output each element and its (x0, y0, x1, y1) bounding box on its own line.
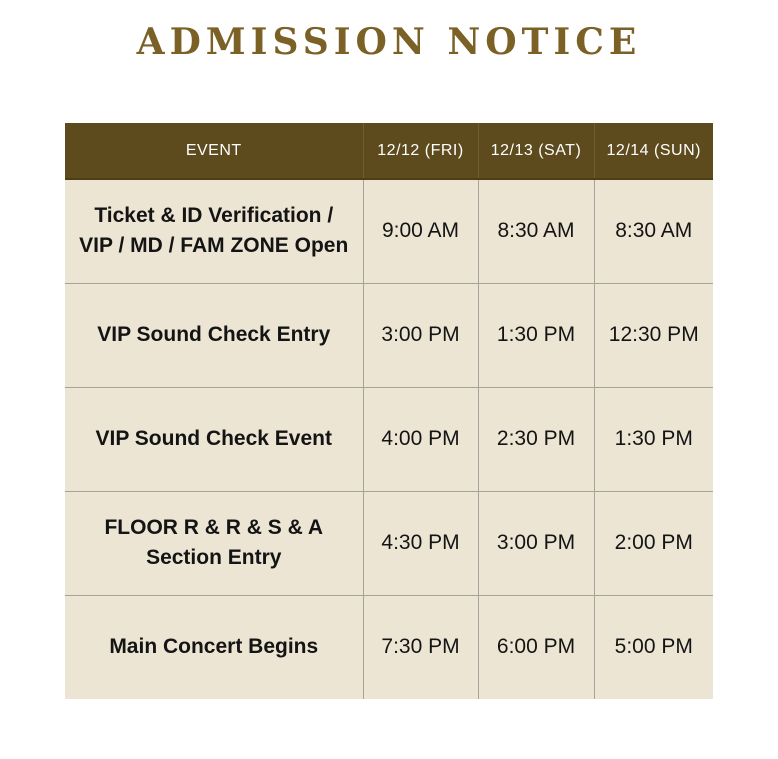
time-cell-fri: 4:30 PM (363, 491, 478, 595)
table-header-row (65, 123, 713, 179)
event-name-line1: VIP Sound Check Event (95, 427, 332, 450)
time-cell-sun: 12:30 PM (594, 283, 713, 387)
time-cell-fri: 4:00 PM (363, 387, 478, 491)
time-cell-sun: 1:30 PM (594, 387, 713, 491)
time-cell-sat: 6:00 PM (478, 595, 594, 699)
column-header-sat: 12/13 (SAT) (478, 123, 594, 179)
event-name-line1: VIP Sound Check Entry (97, 323, 331, 346)
table-row (65, 179, 713, 283)
column-header-fri: 12/12 (FRI) (363, 123, 478, 179)
admission-notice-page (0, 21, 778, 699)
time-cell-fri: 9:00 AM (363, 179, 478, 283)
time-cell-sat: 2:30 PM (478, 387, 594, 491)
time-cell-fri: 3:00 PM (363, 283, 478, 387)
event-name-line1: Ticket & ID Verification / (94, 204, 334, 228)
table-row (65, 387, 713, 491)
time-cell-sat: 8:30 AM (478, 179, 594, 283)
page-title: ADMISSION NOTICE (136, 21, 642, 63)
event-name-line1: FLOOR R & R & S & A (104, 516, 324, 539)
admission-schedule-table (65, 123, 713, 699)
time-cell-sun: 5:00 PM (594, 595, 713, 699)
event-name-cell (65, 387, 363, 491)
time-cell-sat: 1:30 PM (478, 283, 594, 387)
event-name-line2: Section Entry (146, 546, 282, 569)
column-header-sun: 12/14 (SUN) (594, 123, 713, 179)
event-name-line1: Main Concert Begins (109, 635, 319, 659)
table-row (65, 491, 713, 595)
event-name-line2: VIP / MD / FAM ZONE Open (79, 234, 349, 258)
time-cell-sat: 3:00 PM (478, 491, 594, 595)
column-header-event: EVENT (65, 123, 363, 179)
time-cell-sun: 8:30 AM (594, 179, 713, 283)
time-cell-fri: 7:30 PM (363, 595, 478, 699)
table-row (65, 283, 713, 387)
event-name-cell (65, 283, 363, 387)
event-name-cell (65, 179, 363, 283)
event-name-cell (65, 595, 363, 699)
event-name-cell (65, 491, 363, 595)
time-cell-sun: 2:00 PM (594, 491, 713, 595)
table-row (65, 595, 713, 699)
